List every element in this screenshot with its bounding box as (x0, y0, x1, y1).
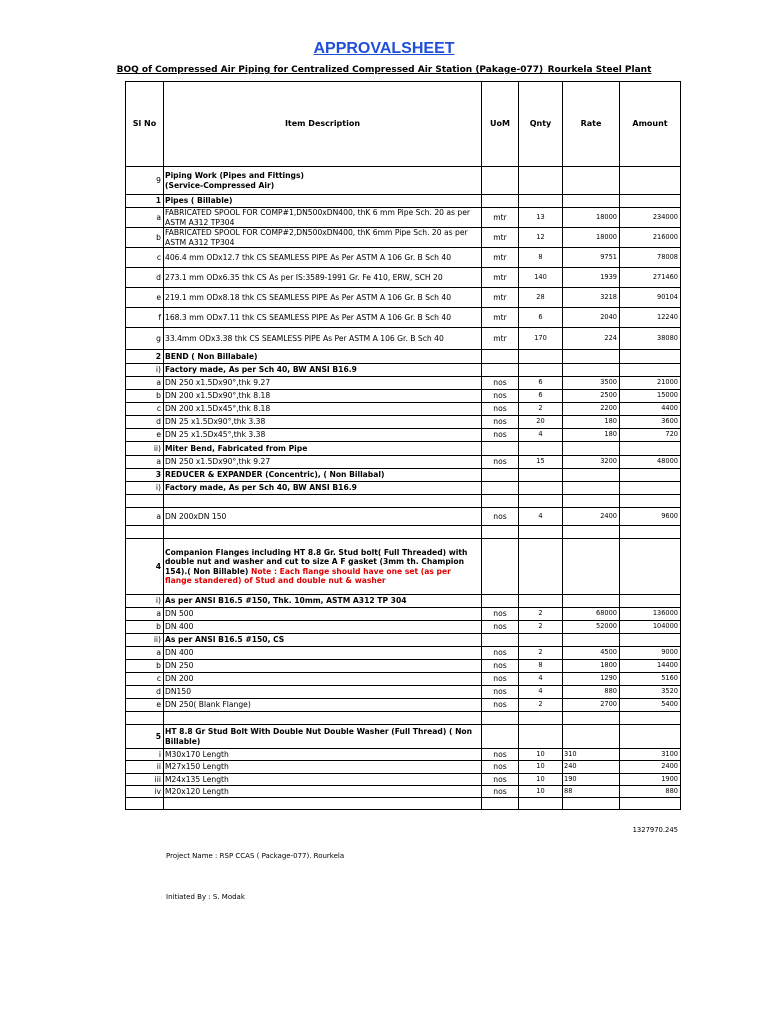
cell-item-description (164, 526, 482, 539)
cell-rate (563, 539, 620, 595)
cell-uom: nos (482, 390, 519, 403)
cell-item-description: DN 500 (164, 608, 482, 621)
cell-uom: nos (482, 749, 519, 761)
cell-rate (563, 482, 620, 495)
table-row (126, 673, 681, 686)
cell-amount: 38080 (620, 328, 681, 350)
cell-qnty: 6 (519, 377, 563, 390)
table-row (126, 686, 681, 699)
cell-item-description: DN150 (164, 686, 482, 699)
table-row (126, 699, 681, 712)
table-header-row (126, 82, 681, 167)
cell-sl-no: i (126, 749, 164, 761)
cell-sl-no: i) (126, 595, 164, 608)
cell-uom (482, 634, 519, 647)
cell-item-description: DN 25 x1.5Dx90°,thk 3.38 (164, 416, 482, 429)
cell-qnty: 6 (519, 308, 563, 328)
cell-amount: 216000 (620, 228, 681, 248)
table-row (126, 328, 681, 350)
header-uom: UoM (482, 82, 519, 167)
cell-qnty (519, 798, 563, 810)
cell-amount: 234000 (620, 208, 681, 228)
cell-item-description: Factory made, As per Sch 40, BW ANSI B16.9 (164, 482, 482, 495)
cell-qnty: 12 (519, 228, 563, 248)
item-note-text: Note : Each flange should have one set (as per flange standered) of Stud and double nut & washer (165, 566, 451, 585)
header-sl-no: Sl No (126, 82, 164, 167)
cell-uom (482, 350, 519, 364)
cell-amount (620, 469, 681, 482)
cell-uom: nos (482, 786, 519, 798)
cell-sl-no: f (126, 308, 164, 328)
cell-sl-no: e (126, 699, 164, 712)
cell-item-description: DN 250 (164, 660, 482, 673)
cell-qnty: 20 (519, 416, 563, 429)
cell-sl-no: d (126, 416, 164, 429)
cell-rate: 190 (563, 774, 620, 786)
cell-sl-no: b (126, 621, 164, 634)
cell-item-description: M30x170 Length (164, 749, 482, 761)
cell-qnty (519, 364, 563, 377)
table-row (126, 416, 681, 429)
cell-rate: 52000 (563, 621, 620, 634)
cell-rate (563, 634, 620, 647)
table-row (126, 749, 681, 761)
cell-uom: nos (482, 377, 519, 390)
cell-item-description (164, 798, 482, 810)
cell-sl-no: 1 (126, 195, 164, 208)
cell-sl-no: e (126, 429, 164, 442)
cell-amount: 880 (620, 786, 681, 798)
cell-sl-no: 5 (126, 725, 164, 749)
cell-amount: 15000 (620, 390, 681, 403)
table-row (126, 364, 681, 377)
cell-rate: 2200 (563, 403, 620, 416)
table-row (126, 403, 681, 416)
cell-amount (620, 442, 681, 456)
cell-amount: 4400 (620, 403, 681, 416)
cell-uom: nos (482, 621, 519, 634)
cell-uom: nos (482, 508, 519, 526)
cell-uom (482, 364, 519, 377)
cell-item-description: As per ANSI B16.5 #150, CS (164, 634, 482, 647)
table-row (126, 268, 681, 288)
cell-uom: nos (482, 660, 519, 673)
cell-amount (620, 539, 681, 595)
cell-item-description: As per ANSI B16.5 #150, Thk. 10mm, ASTM A312 TP 304 (164, 595, 482, 608)
cell-uom: mtr (482, 208, 519, 228)
cell-sl-no: b (126, 390, 164, 403)
cell-sl-no: a (126, 647, 164, 660)
cell-item-description: DN 25 x1.5Dx45°,thk 3.38 (164, 429, 482, 442)
cell-amount: 48000 (620, 456, 681, 469)
cell-rate (563, 712, 620, 725)
cell-uom: mtr (482, 268, 519, 288)
cell-amount: 271460 (620, 268, 681, 288)
cell-sl-no: g (126, 328, 164, 350)
initiated-by: Initiated By : S. Modak (166, 893, 245, 901)
cell-item-description: 168.3 mm ODx7.11 thk CS SEAMLESS PIPE As Per ASTM A 106 Gr. B Sch 40 (164, 308, 482, 328)
cell-qnty: 2 (519, 699, 563, 712)
cell-sl-no: c (126, 673, 164, 686)
header-qnty: Qnty (519, 82, 563, 167)
cell-rate: 3218 (563, 288, 620, 308)
cell-item-description: M27x150 Length (164, 761, 482, 774)
cell-item-description (164, 539, 482, 595)
cell-sl-no: a (126, 456, 164, 469)
cell-rate (563, 350, 620, 364)
cell-rate: 2500 (563, 390, 620, 403)
cell-item-description: Piping Work (Pipes and Fittings) (Service-Compressed Air) (164, 167, 482, 195)
cell-uom (482, 712, 519, 725)
cell-amount: 21000 (620, 377, 681, 390)
table-row (126, 526, 681, 539)
cell-sl-no: iii (126, 774, 164, 786)
cell-qnty: 10 (519, 774, 563, 786)
cell-amount: 3100 (620, 749, 681, 761)
cell-item-description: FABRICATED SPOOL FOR COMP#1,DN500xDN400, thK 6 mm Pipe Sch. 20 as per ASTM A312 TP304 (164, 208, 482, 228)
cell-qnty (519, 469, 563, 482)
cell-qnty (519, 442, 563, 456)
table-row (126, 456, 681, 469)
cell-sl-no: i) (126, 482, 164, 495)
cell-amount (620, 725, 681, 749)
cell-rate: 3200 (563, 456, 620, 469)
cell-qnty (519, 526, 563, 539)
table-row (126, 228, 681, 248)
cell-item-description: Miter Bend, Fabricated from Pipe (164, 442, 482, 456)
cell-item-description: DN 200 x1.5Dx45°,thk 8.18 (164, 403, 482, 416)
page-title: APPROVALSHEET (313, 40, 455, 57)
table-row (126, 647, 681, 660)
cell-amount (620, 350, 681, 364)
table-row (126, 774, 681, 786)
table-row (126, 761, 681, 774)
header-item-description: Item Description (164, 82, 482, 167)
cell-qnty (519, 595, 563, 608)
cell-item-description: DN 250 x1.5Dx90°,thk 9.27 (164, 377, 482, 390)
cell-amount: 136000 (620, 608, 681, 621)
cell-uom: mtr (482, 248, 519, 268)
cell-item-description: 273.1 mm ODx6.35 thk CS As per IS:3589-1991 Gr. Fe 410, ERW, SCH 20 (164, 268, 482, 288)
cell-item-description: 219.1 mm ODx8.18 thk CS SEAMLESS PIPE As Per ASTM A 106 Gr. B Sch 40 (164, 288, 482, 308)
cell-uom: nos (482, 416, 519, 429)
cell-sl-no (126, 798, 164, 810)
cell-qnty: 2 (519, 621, 563, 634)
cell-rate (563, 526, 620, 539)
cell-uom: mtr (482, 328, 519, 350)
cell-qnty: 8 (519, 248, 563, 268)
table-row (126, 288, 681, 308)
cell-qnty (519, 712, 563, 725)
cell-qnty (519, 350, 563, 364)
cell-sl-no: d (126, 268, 164, 288)
cell-item-description: 33.4mm ODx3.38 thk CS SEAMLESS PIPE As Per ASTM A 106 Gr. B Sch 40 (164, 328, 482, 350)
table-row (126, 350, 681, 364)
cell-rate: 240 (563, 761, 620, 774)
cell-uom (482, 798, 519, 810)
cell-sl-no: e (126, 288, 164, 308)
cell-qnty: 4 (519, 673, 563, 686)
table-row (126, 482, 681, 495)
cell-sl-no: iv (126, 786, 164, 798)
cell-qnty: 2 (519, 403, 563, 416)
cell-rate (563, 798, 620, 810)
cell-qnty: 15 (519, 456, 563, 469)
cell-item-description: DN 400 (164, 621, 482, 634)
table-row (126, 495, 681, 508)
cell-item-description: M24x135 Length (164, 774, 482, 786)
cell-rate (563, 195, 620, 208)
cell-rate: 224 (563, 328, 620, 350)
cell-rate: 1800 (563, 660, 620, 673)
cell-sl-no: a (126, 377, 164, 390)
table-row (126, 248, 681, 268)
cell-uom (482, 539, 519, 595)
header-amount: Amount (620, 82, 681, 167)
cell-uom: nos (482, 774, 519, 786)
cell-uom (482, 526, 519, 539)
cell-uom (482, 482, 519, 495)
cell-rate: 2040 (563, 308, 620, 328)
cell-qnty: 10 (519, 749, 563, 761)
cell-item-description: 406.4 mm ODx12.7 thk CS SEAMLESS PIPE As Per ASTM A 106 Gr. B Sch 40 (164, 248, 482, 268)
cell-rate (563, 442, 620, 456)
cell-rate: 68000 (563, 608, 620, 621)
cell-sl-no: ii) (126, 442, 164, 456)
cell-qnty (519, 725, 563, 749)
cell-sl-no: b (126, 228, 164, 248)
table-row (126, 621, 681, 634)
table-row (126, 725, 681, 749)
cell-item-description: Factory made, As per Sch 40, BW ANSI B16.9 (164, 364, 482, 377)
cell-sl-no: a (126, 208, 164, 228)
cell-amount (620, 712, 681, 725)
cell-rate (563, 725, 620, 749)
cell-amount (620, 195, 681, 208)
cell-qnty: 4 (519, 508, 563, 526)
cell-qnty: 4 (519, 686, 563, 699)
project-name: Project Name : RSP CCAS ( Package-077). Rourkela (166, 852, 345, 860)
cell-qnty: 140 (519, 268, 563, 288)
cell-amount (620, 364, 681, 377)
cell-qnty: 10 (519, 761, 563, 774)
cell-amount: 3600 (620, 416, 681, 429)
table-row (126, 634, 681, 647)
cell-uom (482, 195, 519, 208)
cell-sl-no: 4 (126, 539, 164, 595)
cell-amount (620, 167, 681, 195)
cell-rate: 2700 (563, 699, 620, 712)
cell-uom (482, 442, 519, 456)
cell-rate: 4500 (563, 647, 620, 660)
cell-amount: 720 (620, 429, 681, 442)
cell-uom: nos (482, 647, 519, 660)
cell-sl-no: c (126, 403, 164, 416)
table-row (126, 798, 681, 810)
cell-rate: 180 (563, 416, 620, 429)
cell-item-description: DN 250 x1.5Dx90°,thk 9.27 (164, 456, 482, 469)
cell-uom: nos (482, 429, 519, 442)
cell-amount (620, 495, 681, 508)
cell-uom (482, 167, 519, 195)
cell-sl-no (126, 526, 164, 539)
table-row (126, 595, 681, 608)
cell-qnty (519, 167, 563, 195)
cell-rate: 1290 (563, 673, 620, 686)
cell-qnty: 28 (519, 288, 563, 308)
table-row (126, 195, 681, 208)
table-row (126, 377, 681, 390)
cell-rate (563, 167, 620, 195)
cell-item-description: REDUCER & EXPANDER (Concentric), ( Non Billabal) (164, 469, 482, 482)
table-row (126, 308, 681, 328)
cell-sl-no (126, 712, 164, 725)
table-row (126, 208, 681, 228)
table-row (126, 429, 681, 442)
cell-sl-no: 9 (126, 167, 164, 195)
page-subtitle: BOQ of Compressed Air Piping for Centralized Compressed Air Station (Pakage-077)_Rourkela Steel Plant (116, 65, 652, 75)
table-row (126, 660, 681, 673)
grand-total: 1327970.245 (632, 826, 678, 834)
cell-rate: 310 (563, 749, 620, 761)
cell-rate: 88 (563, 786, 620, 798)
table-row (126, 390, 681, 403)
cell-uom (482, 725, 519, 749)
cell-rate: 9751 (563, 248, 620, 268)
cell-uom (482, 469, 519, 482)
table-row (126, 442, 681, 456)
header-rate: Rate (563, 82, 620, 167)
cell-sl-no: a (126, 608, 164, 621)
table-row (126, 712, 681, 725)
cell-uom: nos (482, 686, 519, 699)
cell-item-description: M20x120 Length (164, 786, 482, 798)
cell-uom: nos (482, 456, 519, 469)
cell-uom: mtr (482, 308, 519, 328)
cell-item-description (164, 495, 482, 508)
cell-rate: 880 (563, 686, 620, 699)
cell-amount (620, 482, 681, 495)
cell-item-description: DN 200xDN 150 (164, 508, 482, 526)
cell-uom: nos (482, 761, 519, 774)
cell-qnty: 4 (519, 429, 563, 442)
cell-rate: 3500 (563, 377, 620, 390)
cell-rate: 180 (563, 429, 620, 442)
cell-amount (620, 634, 681, 647)
cell-sl-no: i) (126, 364, 164, 377)
cell-amount: 3520 (620, 686, 681, 699)
cell-amount (620, 798, 681, 810)
table-row (126, 469, 681, 482)
cell-amount: 90104 (620, 288, 681, 308)
cell-uom (482, 495, 519, 508)
cell-uom: nos (482, 403, 519, 416)
cell-amount: 1900 (620, 774, 681, 786)
cell-sl-no: 3 (126, 469, 164, 482)
cell-item-description: DN 200 x1.5Dx90°,thk 8.18 (164, 390, 482, 403)
cell-item-description: DN 200 (164, 673, 482, 686)
cell-qnty (519, 195, 563, 208)
cell-rate: 18000 (563, 208, 620, 228)
item-description-text: Companion Flanges including HT 8.8 Gr. Stud bolt( Full Threaded) with double nut and washer and cut to size A F gasket (3mm th. Champion 154).( Non Billable) (165, 547, 468, 576)
cell-qnty: 13 (519, 208, 563, 228)
cell-qnty: 10 (519, 786, 563, 798)
cell-item-description: Pipes ( Billable) (164, 195, 482, 208)
cell-qnty (519, 539, 563, 595)
cell-uom: nos (482, 699, 519, 712)
cell-amount (620, 526, 681, 539)
cell-amount: 14400 (620, 660, 681, 673)
cell-qnty (519, 495, 563, 508)
cell-rate (563, 364, 620, 377)
table-body (126, 167, 681, 810)
boq-table (125, 81, 681, 810)
cell-qnty: 2 (519, 608, 563, 621)
cell-sl-no: ii) (126, 634, 164, 647)
cell-qnty: 2 (519, 647, 563, 660)
cell-item-description: HT 8.8 Gr Stud Bolt With Double Nut Double Washer (Full Thread) ( Non Billable) (164, 725, 482, 749)
cell-item-description: DN 250( Blank Flange) (164, 699, 482, 712)
cell-uom (482, 595, 519, 608)
cell-amount: 78008 (620, 248, 681, 268)
cell-sl-no: a (126, 508, 164, 526)
table-row (126, 508, 681, 526)
cell-sl-no: 2 (126, 350, 164, 364)
cell-amount: 2400 (620, 761, 681, 774)
cell-rate: 18000 (563, 228, 620, 248)
cell-uom: mtr (482, 228, 519, 248)
cell-rate (563, 469, 620, 482)
cell-amount: 9600 (620, 508, 681, 526)
cell-sl-no: ii (126, 761, 164, 774)
cell-item-description: FABRICATED SPOOL FOR COMP#2,DN500xDN400, thK 6mm Pipe Sch. 20 as per ASTM A312 TP304 (164, 228, 482, 248)
cell-qnty: 170 (519, 328, 563, 350)
cell-uom: nos (482, 673, 519, 686)
cell-rate: 2400 (563, 508, 620, 526)
cell-qnty: 8 (519, 660, 563, 673)
table-row (126, 167, 681, 195)
cell-amount: 5400 (620, 699, 681, 712)
cell-item-description: BEND ( Non Billabale) (164, 350, 482, 364)
cell-amount: 12240 (620, 308, 681, 328)
cell-sl-no: b (126, 660, 164, 673)
cell-rate (563, 495, 620, 508)
cell-item-description (164, 712, 482, 725)
cell-qnty (519, 634, 563, 647)
cell-amount: 104000 (620, 621, 681, 634)
cell-rate (563, 595, 620, 608)
cell-amount: 9000 (620, 647, 681, 660)
cell-uom: mtr (482, 288, 519, 308)
cell-qnty (519, 482, 563, 495)
table-row (126, 786, 681, 798)
cell-item-description: DN 400 (164, 647, 482, 660)
cell-sl-no: c (126, 248, 164, 268)
table-row (126, 539, 681, 595)
cell-amount: 5160 (620, 673, 681, 686)
boq-table-container (125, 81, 680, 810)
cell-uom: nos (482, 608, 519, 621)
cell-qnty: 6 (519, 390, 563, 403)
cell-rate: 1939 (563, 268, 620, 288)
table-row (126, 608, 681, 621)
cell-sl-no (126, 495, 164, 508)
cell-amount (620, 595, 681, 608)
cell-sl-no: d (126, 686, 164, 699)
